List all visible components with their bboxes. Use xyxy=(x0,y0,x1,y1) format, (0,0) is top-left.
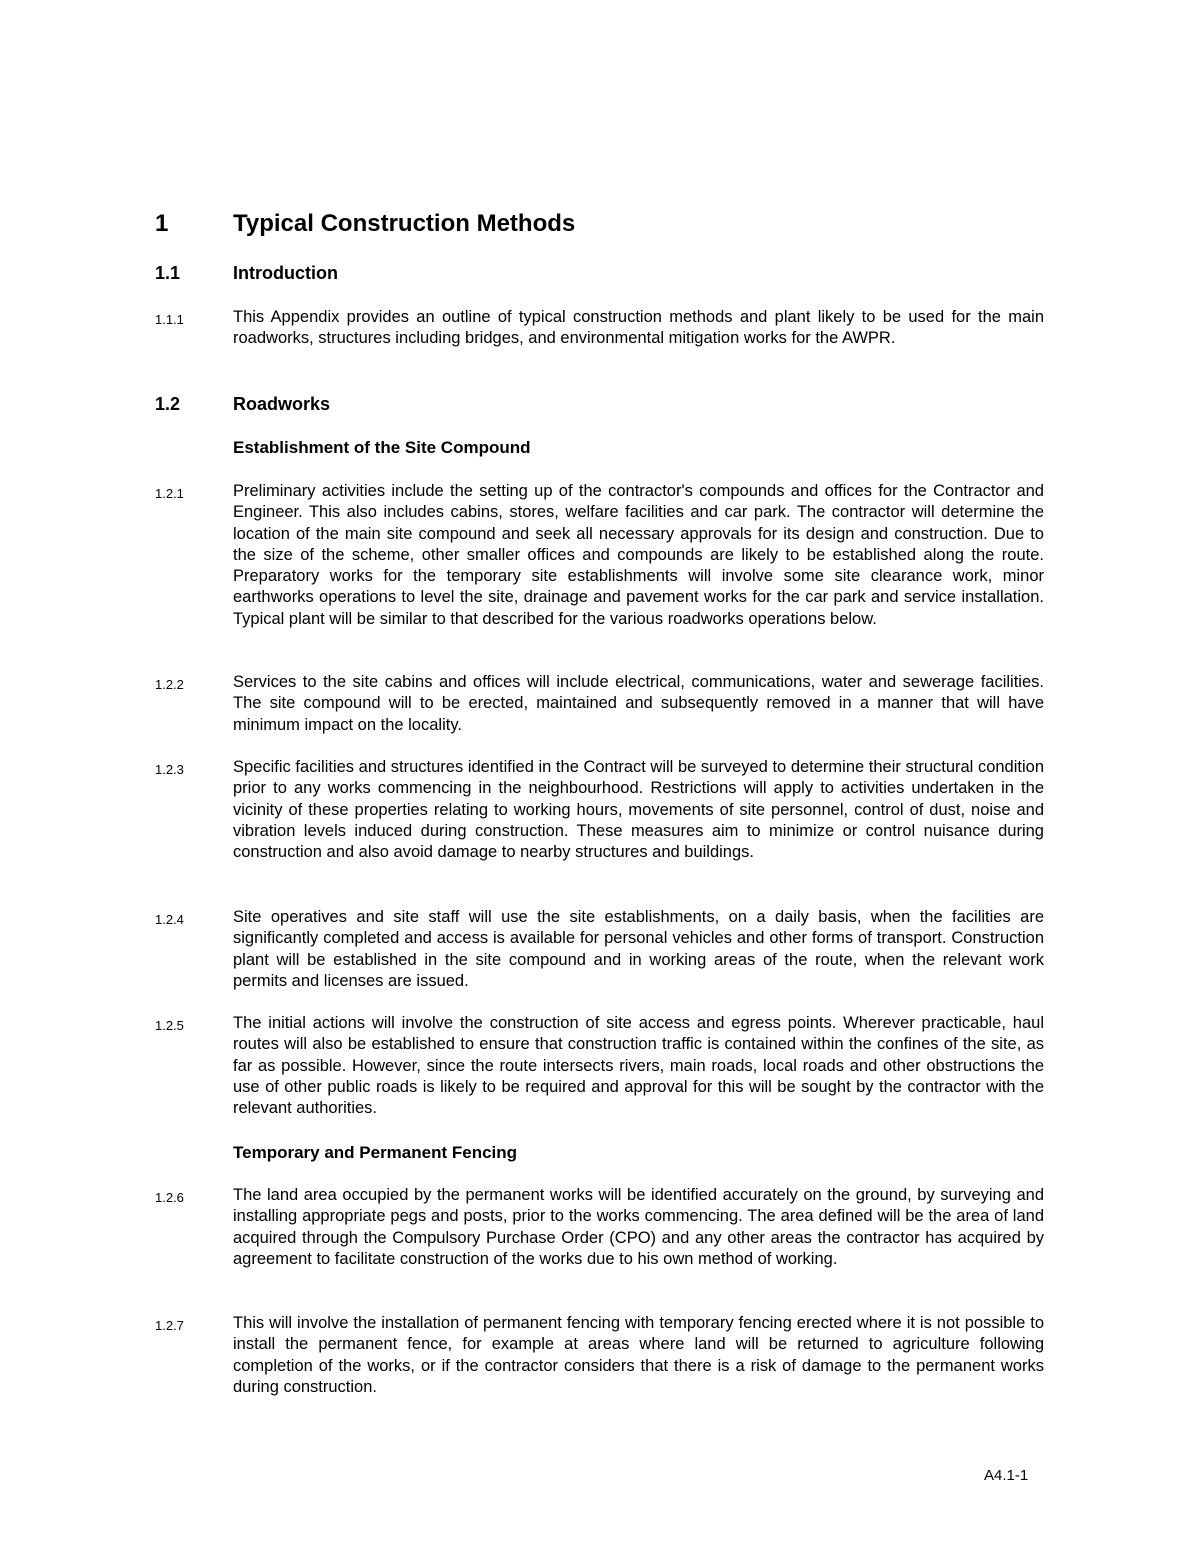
paragraph-number: 1.2.5 xyxy=(155,1018,184,1033)
section-title: Roadworks xyxy=(233,394,331,414)
page-number: A4.1-1 xyxy=(984,1467,1029,1484)
paragraph-text: This will involve the installation of permanent fencing with temporary fencing erected where it is not possible to install the permanent fence, for example at areas where land will be returned to agriculture following completion of the works, or if the contractor considers that there is a risk of damage to the permanent works during construction. xyxy=(233,1314,1044,1396)
paragraph-number: 1.2.7 xyxy=(155,1318,184,1333)
paragraph-text: Services to the site cabins and offices will include electrical, communications, water and sewerage facilities. The site compound will to be erected, maintained and subsequently removed in a manner that will have minimum impact on the locality. xyxy=(233,673,1044,734)
subheading-fencing: Temporary and Permanent Fencing xyxy=(233,1143,518,1162)
paragraph-text: Specific facilities and structures identified in the Contract will be surveyed to determine their structural condition prior to any works commencing in the neighbourhood. Restrictions will apply to activities undertaken in the vicinity of these properties relating to working hours, movements of site personnel, control of dust, noise and vibration levels induced during construction. These measures aim to minimize or control nuisance during construction and also avoid damage to nearby structures and buildings. xyxy=(233,758,1044,862)
paragraph-text: This Appendix provides an outline of typical construction methods and plant likely to be used for the main roadworks, structures including bridges, and environmental mitigation works for the AWPR. xyxy=(233,308,1044,348)
paragraph-text: Site operatives and site staff will use the site establishments, on a daily basis, when the facilities are significantly completed and access is available for personal vehicles and other forms of transport. Construction plant will be established in the site compound and in working areas of the route, when the relevant work permits and licenses are issued. xyxy=(233,908,1044,990)
chapter-number: 1 xyxy=(155,210,169,237)
paragraph-text: Preliminary activities include the setting up of the contractor's compounds and offices for the Contractor and Engineer. This also includes cabins, stores, welfare facilities and car park. The contractor will determine the location of the main site compound and seek all necessary approvals for its design and construction. Due to the size of the scheme, other smaller offices and compounds are likely to be established along the route. Preparatory works for the temporary site establishments will involve some site clearance work, minor earthworks operations to level the site, drainage and pavement works for the car park and service installation. Typical plant will be similar to that described for the various roadworks operations below. xyxy=(233,482,1044,628)
paragraph-number: 1.2.6 xyxy=(155,1190,184,1205)
paragraph-number: 1.2.4 xyxy=(155,912,184,927)
chapter-title: Typical Construction Methods xyxy=(233,210,576,237)
paragraph-text: The land area occupied by the permanent works will be identified accurately on the ground, by surveying and installing appropriate pegs and posts, prior to the works commencing. The area defined will be the area of land acquired through the Compulsory Purchase Order (CPO) and any other areas the contractor has acquired by agreement to facilitate construction of the works due to his own method of working. xyxy=(233,1186,1044,1268)
section-number: 1.1 xyxy=(155,263,181,283)
section-title: Introduction xyxy=(233,263,338,283)
paragraph-number: 1.1.1 xyxy=(155,312,184,327)
section-number: 1.2 xyxy=(155,394,181,414)
paragraph-number: 1.2.3 xyxy=(155,762,184,777)
subheading-site-compound: Establishment of the Site Compound xyxy=(233,438,531,457)
paragraph-number: 1.2.2 xyxy=(155,677,184,692)
paragraph-text: The initial actions will involve the construction of site access and egress points. Wherever practicable, haul routes will also be established to ensure that construction traffic is contained within the confines of the site, as far as possible. However, since the route intersects rivers, main roads, local roads and other obstructions the use of other public roads is likely to be required and approval for this will be sought by the contractor with the relevant authorities. xyxy=(233,1014,1044,1118)
paragraph-number: 1.2.1 xyxy=(155,486,184,501)
